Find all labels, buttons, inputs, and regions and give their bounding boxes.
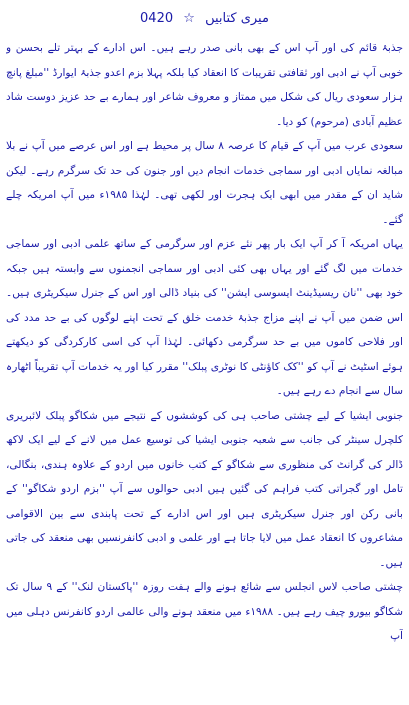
paragraph: یہاں امریکہ آ کر آپ ایک بار پھر نئے عزم اور سرگرمی کے ساتھ علمی ادبی اور سماجی خدمات میں لگ گئے اور یہاں بھی کئی ادبی اور سماجی انجمنوں سے وابستہ ہیں جبکہ خود بھی ''نان ریسیڈینٹ ایسوسی ایشن'' کی بنیاد ڈالی اور اس کے جنرل سیکریٹری ہیں۔ اس ضمن میں آپ نے اپنے مزاج جذبۂ خدمت خلق کے تحت اپنے لوگوں کی بے حد مدد کی اور فلاحی کاموں میں بے حد سرگرمی دکھائی۔ لہٰذا آپ کی اسی کارکردگی کو دیکھتے ہوئے اسٹیٹ نے آپ کو ''کک کاؤنٹی کا نوٹری پبلک'' مقرر کیا اور یہ خدمات آپ تقریباً اٹھارہ سال سے انجام دے رہے ہیں۔ [6, 238, 403, 397]
paragraph: جذبۂ قائم کی اور آپ اس کے بھی بانی صدر رہے ہیں۔ اس ادارے کے بہتر تلے بحسن و خوبی آپ نے ادبی اور ثقافتی تقریبات کا انعقاد کیا بلکہ پہلا بزم اعدو جذبۂ ایوارڈ ''مبلغ پانچ ہزار سعودی ریال کی شکل میں ممتاز و معروف شاعر اور ہمارے بے حد عزیز دوست شاد عظیم آبادی (مرحوم) کو دیا۔ [6, 42, 403, 128]
page-body [6, 36, 403, 700]
header-title: میری کتابیں [205, 11, 269, 26]
paragraph: چشتی صاحب لاس انجلس سے شائع ہونے والے ہفت روزہ ''پاکستان لنک'' کے ۹ سال تک شکاگو بیورو چیف رہے ہیں۔ ۱۹۸۸ء میں منعقد ہونے والی عالمی اردو کانفرنس دہلی میں آپ [6, 581, 403, 642]
star-icon: ☆ [183, 11, 195, 26]
page-header [0, 8, 409, 30]
paragraph: سعودی عرب میں آپ کے قیام کا عرصہ ۸ سال پر محیط ہے اور اس عرصے میں آپ نے بلا مبالغہ نمایاں ادبی اور سماجی خدمات انجام دیں اور جنون کی حد تک سرگرم رہے۔ لیکن شاید ان کے مقدر میں ابھی ایک ہجرت اور لکھی تھی۔ لہٰذا ۱۹۸۵ء میں آپ امریکہ چلے گئے۔ [6, 140, 403, 226]
paragraph: جنوبی ایشیا کے لیے چشتی صاحب ہی کی کوششوں کے نتیجے میں شکاگو پبلک لائبریری کلچرل سینٹر کی جانب سے شعبہ جنوبی ایشیا کی توسیع عمل میں لانے کے لیے ایک لاکھ ڈالر کی گرانٹ کی منظوری سے شکاگو کے کتب خانوں میں اردو کے علاوہ ہندی، بنگالی، تامل اور گجراتی کتب فراہم کی گئیں ہیں ادبی حوالوں سے آپ ''بزم اردو شکاگو'' کے بانی رکن اور جنرل سیکریٹری ہیں اور اس ادارے کے تحت پابندی سے بین الاقوامی مشاعروں کا انعقاد عمل میں لایا جاتا ہے اور علمی و ادبی کانفرنسیں بھی منعقد کی جاتی ہیں۔ [6, 409, 403, 569]
page-number: 0420 [140, 11, 174, 26]
